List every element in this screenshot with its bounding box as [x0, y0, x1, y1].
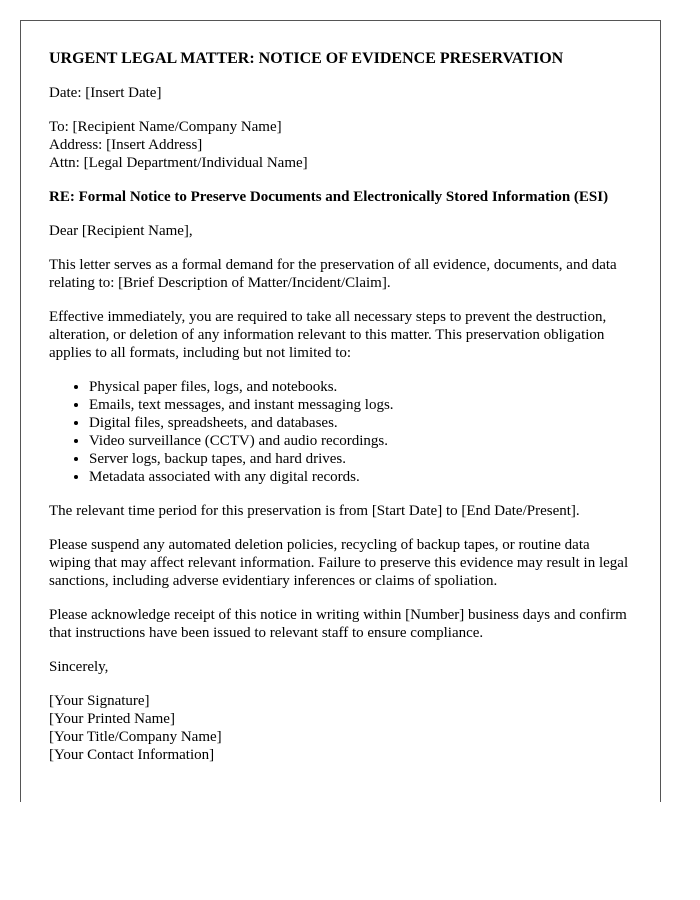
list-item: • Digital files, spreadsheets, and databases.: [89, 414, 632, 432]
time-period-paragraph: The relevant time period for this preservation is from [Start Date] to [End Date/Present].: [49, 503, 580, 519]
list-item: • Emails, text messages, and instant messaging logs.: [89, 396, 632, 414]
list-item: • Server logs, backup tapes, and hard drives.: [89, 450, 632, 468]
signature-placeholder: [Your Signature]: [49, 693, 150, 709]
suspend-paragraph: Please suspend any automated deletion policies, recycling of backup tapes, or routine data wiping that may affect relevant information. Failure to preserve this evidence may result in legal sanctions, including adverse evidentiary inferences or claims of spoliation.: [49, 537, 629, 589]
letter-title: URGENT LEGAL MATTER: NOTICE OF EVIDENCE PRESERVATION: [49, 50, 564, 67]
intro-paragraph: This letter serves as a formal demand for the preservation of all evidence, documents, and data relating to: [Brief Description of Matter/Incident/Claim].: [49, 257, 617, 291]
formats-list: [49, 378, 632, 486]
salutation: Dear [Recipient Name],: [49, 223, 193, 239]
subject-line: RE: Formal Notice to Preserve Documents and Electronically Stored Information (ESI): [49, 189, 609, 205]
title-company: [Your Title/Company Name]: [49, 729, 222, 745]
list-item: • Video surveillance (CCTV) and audio recordings.: [89, 432, 632, 450]
closing: Sincerely,: [49, 659, 109, 675]
obligation-paragraph: Effective immediately, you are required to take all necessary steps to prevent the destruction, alteration, or deletion of any information relevant to this matter. This preservation obligation applies to all formats, including but not limited to:: [49, 309, 607, 361]
acknowledge-paragraph: Please acknowledge receipt of this notice in writing within [Number] business days and confirm that instructions have been issued to relevant staff to ensure compliance.: [49, 607, 627, 641]
recipient-address: Address: [Insert Address]: [49, 137, 203, 153]
letter-date: Date: [Insert Date]: [49, 85, 162, 101]
list-item: • Metadata associated with any digital records.: [89, 468, 632, 486]
recipient-to: To: [Recipient Name/Company Name]: [49, 119, 282, 135]
signature-block: [49, 692, 632, 764]
printed-name: [Your Printed Name]: [49, 711, 175, 727]
recipient-block: [49, 118, 632, 172]
recipient-attn: Attn: [Legal Department/Individual Name]: [49, 155, 308, 171]
contact-info: [Your Contact Information]: [49, 747, 215, 763]
letter-page: [20, 20, 661, 802]
list-item: • Physical paper files, logs, and notebooks.: [89, 378, 632, 396]
